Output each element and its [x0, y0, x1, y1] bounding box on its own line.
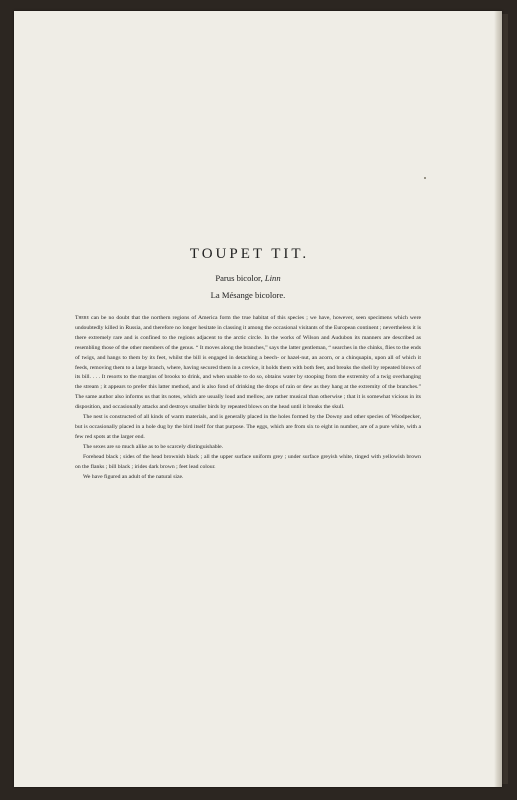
authority: Linn	[264, 273, 281, 283]
body-text	[75, 314, 421, 482]
paragraph: The nest is constructed of all kinds of warm materials, and is generally placed in the holes formed by the Downy and other species of Woodpecker, but is occasionally placed in a hole dug by the bird itself for that purpose. The eggs, which are from six to eight in number, are of a pure white, with a few red spots at the larger end.	[75, 414, 421, 440]
paragraph-text: can be no doubt that the northern regions of America form the true habitat of this species ; we have, however, seen specimens which were undoubtedly killed in Russia, and therefore no longer hesitate in classing it among the occasional visitants of the European continent ; nevertheless it is there extremely rare and is confined to the regions adjacent to the arctic circle. In the works of Wilson and Audubon its manners are described as resembling those of the other members of the genus. “ It moves along the branches,” says the latter gentleman, “ searches in the chinks, flies to the ends of twigs, and hangs to them by its feet, whilst the bill is engaged in detaching a beech- or hazel-nut, an acorn, or a chinquapin, upon all of which it feeds, removing them to a large branch, where, having secured them in a crevice, it holds them with both feet, and breaks the shell by repeated blows of its bill. . . . It resorts to the margins of brooks to drink, and when unable to do so, obtains water by stooping from the extremity of a twig overhanging the stream ; it appears to prefer this latter method, and is also fond of drinking the drops of rain or dew as they hang at the extremity of the branches.” The same author also informs us that its notes, which are usually loud and mellow, are rather musical than otherwise ; that it is somewhat vicious in its disposition, and occasionally attacks and destroys smaller birds by repeated blows on the head until it breaks the skull.	[75, 315, 421, 411]
scientific-name-line	[75, 273, 421, 283]
paper-speck	[424, 177, 426, 179]
page-content	[75, 246, 421, 482]
paragraph	[75, 314, 421, 413]
paragraph: We have figured an adult of the natural size.	[83, 473, 184, 480]
paragraph: The sexes are so much alike as to be scarcely distinguishable.	[83, 443, 224, 450]
paragraph-lead: There	[75, 315, 89, 321]
scientific-name: Parus bicolor,	[215, 273, 263, 283]
book-edge	[502, 14, 508, 784]
page-title: TOUPET TIT.	[189, 246, 310, 262]
page-gutter	[494, 11, 502, 787]
paragraph: Forehead black ; sides of the head brownish black ; all the upper surface uniform grey ; under surface greyish white, tinged with yellowish brown on the flanks ; bill black ; irides dark brown ; feet lead colour.	[75, 453, 421, 470]
french-name: La Mésange bicolore.	[210, 290, 286, 300]
